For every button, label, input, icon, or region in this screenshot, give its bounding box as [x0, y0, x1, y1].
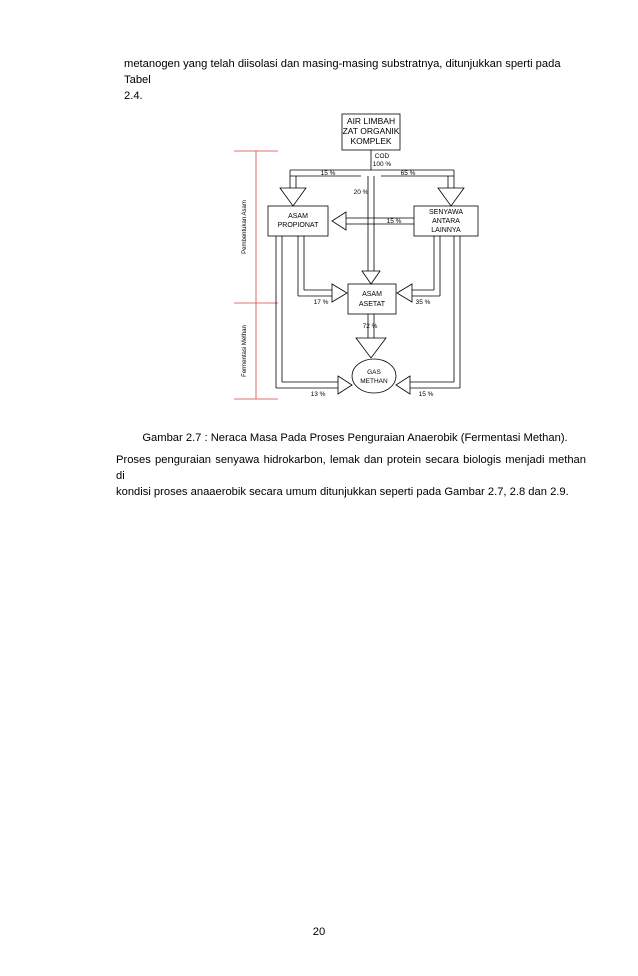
arrow-to-propionat: [280, 188, 306, 206]
propionat-line1: ASAM: [288, 213, 308, 220]
box-asam-propionat: [268, 206, 328, 236]
pct-middle-right: 15 %: [386, 218, 402, 225]
pct-bottom-left: 13 %: [310, 391, 326, 398]
senyawa-line2: ANTARA: [432, 218, 460, 225]
cod-value: 100 %: [372, 161, 392, 168]
pct-asetat-out: 72 %: [362, 323, 378, 330]
arrow-senyawa-to-asetat: [397, 284, 412, 302]
phase-label-top: Pembentukan Asam: [242, 200, 248, 254]
paragraph-bottom-line2: kondisi proses anaaerobik secara umum ditunjukkan seperti pada Gambar 2.7, 2.8 dan 2.9.: [116, 486, 569, 498]
cod-label: COD: [374, 153, 390, 160]
top-box-line2: ZAT ORGANIK: [342, 126, 400, 136]
pct-asetat-right: 35 %: [415, 299, 431, 306]
paragraph-bottom: [116, 452, 586, 500]
gas-line2: METHAN: [360, 378, 388, 385]
phase-bracket: [234, 151, 278, 399]
arrow-to-asetat-top: [362, 271, 380, 284]
asetat-line1: ASAM: [362, 291, 382, 298]
mass-balance-diagram: [228, 106, 498, 406]
pct-bottom-right: 15 %: [418, 391, 434, 398]
figure-caption: Gambar 2.7 : Neraca Masa Pada Proses Penguraian Anaerobik (Fermentasi Methan).: [142, 432, 568, 444]
pct-left-top: 15 %: [320, 170, 336, 177]
asetat-line2: ASETAT: [358, 301, 386, 308]
arrow-senyawa-to-propionat: [332, 212, 346, 230]
phase-label-bottom: Fermentasi Methan: [242, 325, 248, 377]
paragraph-bottom-line1: Proses penguraian senyawa hidrokarbon, lemak dan protein secara biologis menjadi methan di: [116, 454, 586, 482]
paragraph-top-line1: metanogen yang telah diisolasi dan masing-masing substratnya, ditunjukkan sperti pada Tabel: [124, 58, 561, 86]
top-box-line1: AIR LIMBAH: [346, 116, 396, 126]
top-box-line3: KOMPLEK: [350, 136, 392, 146]
page-number: 20: [312, 926, 326, 938]
arrow-propionat-to-asetat: [332, 284, 347, 302]
senyawa-line3: LAINNYA: [431, 227, 461, 234]
senyawa-line1: SENYAWA: [429, 209, 463, 216]
gas-methan: [352, 359, 396, 393]
arrow-senyawa-to-gas: [396, 376, 410, 394]
pct-asetat-left: 17 %: [313, 299, 329, 306]
propionat-line2: PROPIONAT: [277, 222, 319, 229]
arrow-propionat-to-gas: [338, 376, 352, 394]
paragraph-top-line2: 2.4.: [124, 90, 143, 102]
arrow-asetat-to-gas: [356, 338, 386, 358]
pct-center-top: 20 %: [353, 189, 369, 196]
box-asam-asetat: [348, 284, 396, 314]
arrow-to-senyawa: [438, 188, 464, 206]
pct-right-top: 65 %: [400, 170, 416, 177]
paragraph-top: [124, 56, 586, 104]
gas-line1: GAS: [367, 369, 381, 376]
